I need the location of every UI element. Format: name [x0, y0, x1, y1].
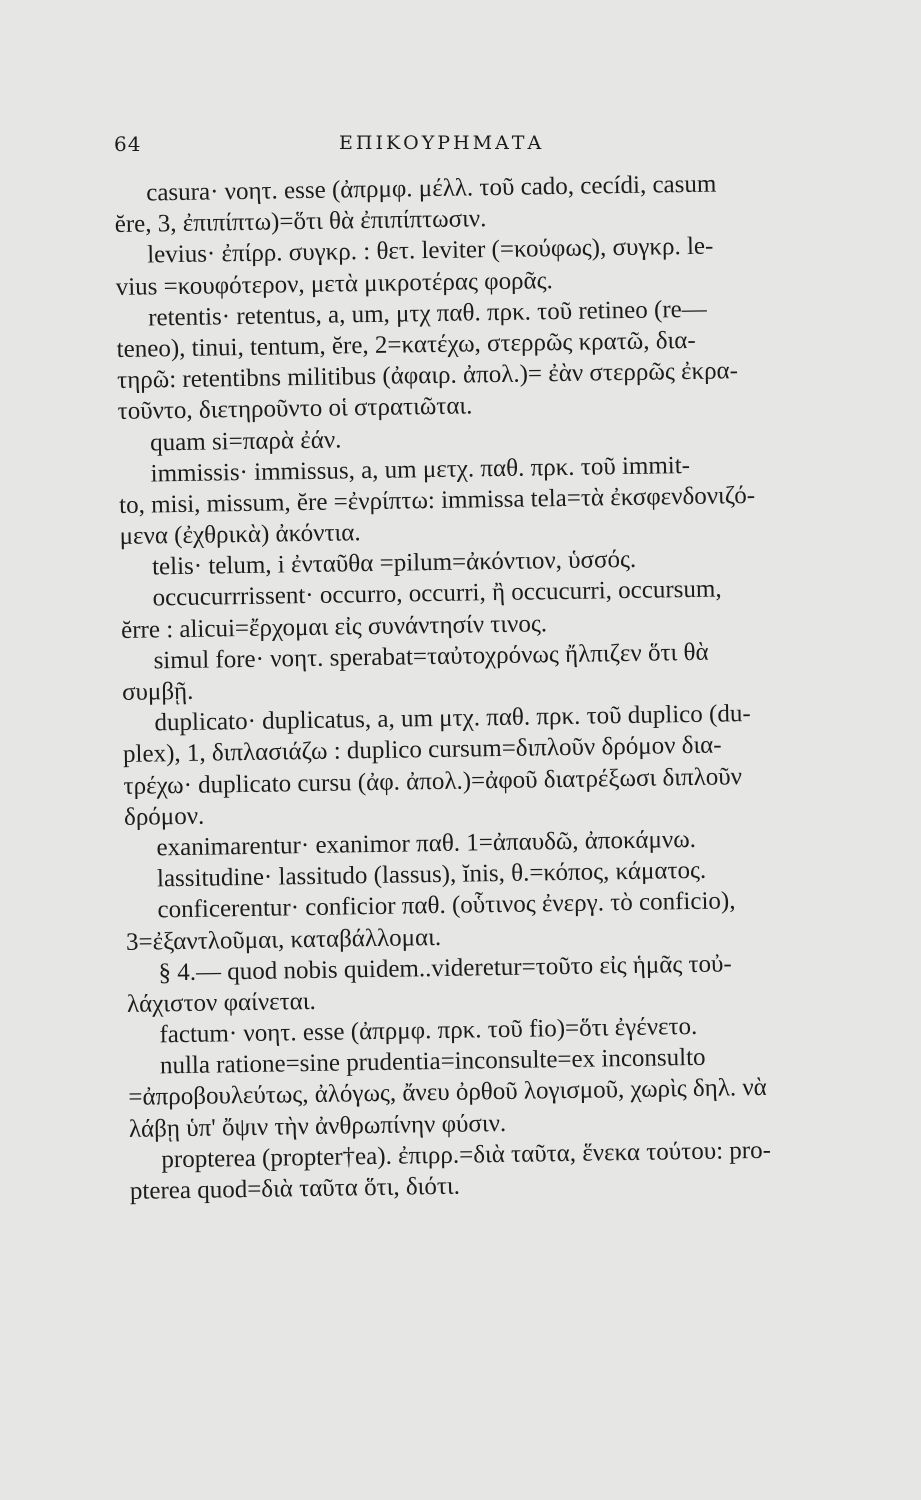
text-line: τρέχω· duplicato cursu (ἀφ. ἀπολ.)=ἀφοῦ διατρέξωσι διπλοῦν: [123, 762, 743, 800]
text-line: to, misi, missum, ĕre =ἐνρίπτω: immissa tela=τὰ ἐκσφενδονιζό-: [118, 481, 756, 519]
text-line: vius =κουφότερον, μετὰ μικροτέρας φορᾶς.: [115, 266, 553, 301]
text-line: δρόμον.: [123, 802, 205, 831]
running-title: ΕΠΙΚΟΥΡΗΜΑΤΑ: [339, 132, 545, 154]
text-line: συμβῇ.: [121, 677, 194, 706]
text-line: 3=ἐξαντλοῦμαι, καταβάλλομαι.: [125, 923, 442, 956]
text-line: factum· νοητ. esse (ἀπρμφ. πρκ. τοῦ fio)=ὅτι ἐγένετο.: [159, 1013, 698, 1049]
page-number: 64: [114, 132, 142, 156]
text-line: τοῦντο, διετηροῦντο οἱ στρατιῶται.: [117, 392, 473, 426]
text-line: μενα (ἐχθρικὰ) ἀκόντια.: [119, 519, 361, 551]
text-line: retentis· retentus, a, um, μτχ παθ. πρκ. τοῦ retineo (re—: [147, 295, 707, 332]
text-line: conficerentur· conficior παθ. (οὗτινος ἐνεργ. τὸ conficio),: [157, 887, 736, 924]
text-line: telis· telum, i ἐνταῦθα =pilum=ἀκόντιον, ὑσσός.: [151, 546, 637, 581]
text-line: ĕre, 3, ἐπιπίπτω)=ὅτι θὰ ἐπιπίπτωσιν.: [114, 205, 487, 239]
commentary-text: [114, 166, 900, 1207]
text-line: levius· ἐπίρρ. συγκρ. : θετ. leviter (=κούφως), συγκρ. le-: [147, 232, 714, 269]
text-line: casura· νοητ. esse (ἀπρμφ. μέλλ. τοῦ cado, cecídi, casum: [146, 170, 717, 207]
text-line: immissis· immissus, a, um μετχ. παθ. πρκ. τοῦ immit-: [150, 451, 691, 488]
text-line: pterea quod=διὰ ταῦτα ὅτι, διότι.: [129, 1172, 461, 1205]
text-line: duplicato· duplicatus, a, um μτχ. παθ. πρκ. τοῦ duplico (du-: [154, 700, 751, 737]
text-line: occucurrrissent· occurro, occurri, ἢ occucurri, occursum,: [152, 575, 722, 612]
text-line: λάχιστον φαίνεται.: [126, 987, 316, 1018]
text-line: simul fore· νοητ. sperabat=ταὐτοχρόνως ἤλπιζεν ὅτι θὰ: [153, 638, 709, 675]
text-line: quam si=παρὰ ἐάν.: [149, 425, 342, 456]
text-line: plex), 1, διπλασιάζω : duplico cursum=διπλοῦν δρόμον δια-: [122, 731, 722, 769]
text-line: lassitudine· lassitudo (lassus), ĭnis, θ.=κόπος, κάματος.: [156, 856, 707, 893]
text-line: teneo), tinui, tentum, ĕre, 2=κατέχω, στερρῶς κρατῶ, δια-: [116, 326, 696, 363]
text-line: ĕrre : alicui=ἔρχομαι εἰς συνάντησίν τινος.: [120, 609, 548, 644]
page-header: [114, 132, 814, 162]
text-line: =ἀπροβουλεύτως, ἀλόγως, ἄνευ ὀρθοῦ λογισμοῦ, χωρὶς δηλ. νὰ: [128, 1074, 767, 1112]
text-line: § 4.— quod nobis quidem..videretur=τοῦτο εἰς ἡμᾶς τοὐ-: [158, 950, 732, 987]
text-line: τηρῶ: retentibns militibus (ἀφαιρ. ἀπολ.)= ἐὰν στερρῶς ἐκρα-: [116, 357, 739, 395]
text-line: exanimarentur· exanimor παθ. 1=ἀπαυδῶ, ἀποκάμνω.: [156, 825, 697, 862]
text-line: propterea (propter†ea). ἐπιρρ.=διὰ ταῦτα, ἕνεκα τούτου: pro-: [161, 1136, 772, 1174]
text-line: λάβῃ ὑπ' ὄψιν τὴν ἀνθρωπίνην φύσιν.: [128, 1109, 507, 1143]
text-line: nulla ratione=sine prudentia=inconsulte=ex inconsulto: [159, 1044, 706, 1080]
